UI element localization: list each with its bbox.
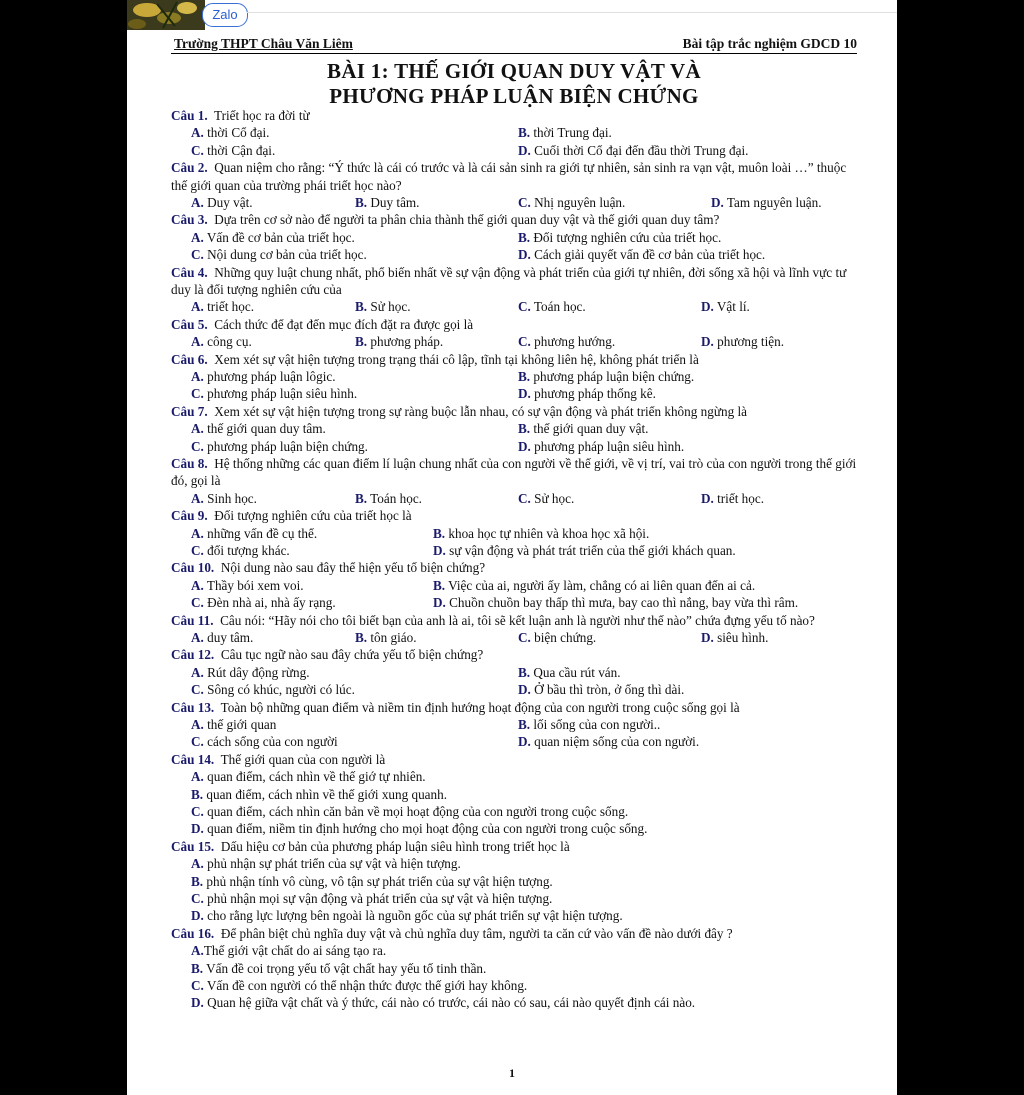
option-d: D. siêu hình. — [701, 629, 769, 645]
question-14 — [171, 751, 861, 838]
option-d: D. quan điểm, niềm tin định hướng cho mọi hoạt động của con người trong cuộc sống. — [191, 821, 648, 837]
subject-title: Bài tập trắc nghiệm GDCD 10 — [682, 36, 857, 51]
option-c: C. phương pháp luận biện chứng. — [191, 438, 368, 454]
option-b: B. khoa học tự nhiên và khoa học xã hội. — [433, 525, 650, 541]
option-a: A. Duy vật. — [191, 195, 253, 210]
question-text: Câu tục ngữ nào sau đây chứa yếu tố biện chứng? — [220, 647, 484, 663]
question-number: Câu 2. — [171, 160, 208, 176]
option-b: B. Việc của ai, người ấy làm, chẳng có ai liên quan đến ai cả. — [433, 577, 756, 593]
option-a: A. thời Cổ đại. — [191, 125, 270, 141]
question-7 — [171, 403, 861, 455]
question-13 — [171, 699, 861, 751]
option-c: C. Sử học. — [518, 490, 575, 506]
question-9 — [171, 507, 861, 559]
question-number: Câu 13. — [171, 699, 215, 715]
question-text: Đối tượng nghiên cứu của triết học là — [214, 508, 412, 524]
option-c: C. phương pháp luận siêu hình. — [191, 386, 358, 402]
question-10 — [171, 559, 861, 611]
question-1 — [171, 107, 861, 159]
option-b: B. thời Trung đại. — [518, 125, 612, 141]
option-b: B. phương pháp. — [355, 334, 444, 350]
question-text: Xem xét sự vật hiện tượng trong trạng thái cô lập, tĩnh tại không liên hệ, không phát triển là — [214, 351, 699, 367]
option-b: B. Vấn đề coi trọng yếu tố vật chất hay yếu tố tinh thần. — [191, 960, 487, 976]
option-a: A.Thế giới vật chất do ai sáng tạo ra. — [191, 943, 387, 959]
question-text: Hệ thống những các quan điểm lí luận chung nhất của con người về thế giới, về vị trí, vai trò của con người trong thế giới đó, gọi là — [171, 455, 857, 489]
option-d: D. phương pháp thống kê. — [518, 386, 656, 402]
lesson-title-line1: BÀI 1: THẾ GIỚI QUAN DUY VẬT VÀ — [327, 59, 701, 83]
question-number: Câu 8. — [171, 455, 208, 471]
question-text: Dựa trên cơ sở nào để người ta phân chia thành thế giới quan duy vật và thế giới quan duy tâm? — [214, 212, 720, 228]
option-d: D. Vật lí. — [701, 299, 750, 315]
option-a: A. Thầy bói xem voi. — [191, 577, 304, 593]
question-text: Quan niệm cho rằng: “Ý thức là cái có trước và là cái sản sinh ra giới tự nhiên, sản sinh ra vạn vật, muôn loài …” thuộc thế giới quan của trường phái triết học nào? — [171, 160, 847, 193]
question-2 — [171, 159, 861, 211]
question-number: Câu 12. — [171, 647, 215, 663]
option-a: A. duy tâm. — [191, 629, 254, 645]
option-a: A. Rút dây động rừng. — [191, 664, 310, 680]
option-c: C. Toán học. — [518, 299, 586, 315]
question-number: Câu 14. — [171, 751, 215, 767]
option-b: B. quan điểm, cách nhìn về thế giới xung quanh. — [191, 786, 448, 802]
question-number: Câu 5. — [171, 316, 208, 332]
question-text: Để phân biệt chủ nghĩa duy vật và chủ nghĩa duy tâm, người ta căn cứ vào vấn đề nào dưới đây ? — [220, 925, 733, 941]
option-a: A. thế giới quan duy tâm. — [191, 421, 326, 437]
option-d: D. Cuối thời Cổ đại đến đầu thời Trung đại. — [518, 142, 749, 158]
question-5 — [171, 316, 861, 351]
school-name: Trường THPT Châu Văn Liêm — [174, 36, 353, 51]
option-b: B. Qua cầu rút ván. — [518, 664, 621, 680]
option-b: B. tôn giáo. — [355, 629, 417, 645]
question-15 — [171, 838, 861, 925]
option-d: D. Cách giải quyết vấn đề cơ bản của triết học. — [518, 247, 766, 263]
question-3 — [171, 211, 861, 263]
option-c: C. thời Cận đại. — [191, 142, 276, 158]
option-b: B. phủ nhận tính vô cùng, vô tận sự phát triển của sự vật hiện tượng. — [191, 873, 553, 889]
option-c: C. Sông có khúc, người có lúc. — [191, 682, 355, 698]
option-a: A. những vấn đề cụ thể. — [191, 525, 318, 541]
question-6 — [171, 351, 861, 403]
lesson-title-line2: PHƯƠNG PHÁP LUẬN BIỆN CHỨNG — [329, 84, 699, 108]
option-c: C. Vấn đề con người có thể nhận thức được thế giới hay không. — [191, 977, 528, 993]
option-a: A. Vấn đề cơ bản của triết học. — [191, 229, 355, 245]
question-text: Câu nói: “Hãy nói cho tôi biết bạn của anh là ai, tôi sẽ kết luận anh là người như thế nào” chứa đựng yếu tố nào? — [220, 612, 815, 628]
question-16 — [171, 925, 861, 1012]
option-c: C. Nhị nguyên luận. — [518, 195, 626, 210]
question-text: Thế giới quan của con người là — [220, 751, 386, 767]
option-b: B. Sử học. — [355, 299, 411, 315]
option-c: C. Nội dung cơ bản của triết học. — [191, 247, 367, 263]
question-4 — [171, 264, 861, 316]
option-c: C. Đèn nhà ai, nhà ấy rạng. — [191, 595, 336, 611]
question-number: Câu 15. — [171, 838, 215, 854]
question-number: Câu 3. — [171, 212, 208, 228]
option-a: A. triết học. — [191, 299, 254, 315]
page-number: 1 — [509, 1066, 515, 1080]
option-b: B. Toán học. — [355, 490, 422, 506]
option-c: C. quan điểm, cách nhìn căn bản về mọi hoạt động của con người trong cuộc sống. — [191, 803, 629, 819]
option-c: C. đối tượng khác. — [191, 542, 290, 558]
option-d: D. phương pháp luận siêu hình. — [518, 438, 685, 454]
question-list — [171, 107, 861, 1012]
question-number: Câu 11. — [171, 612, 214, 628]
option-b: B. thế giới quan duy vật. — [518, 421, 649, 437]
question-text: Cách thức để đạt đến mục đích đặt ra được gọi là — [214, 316, 474, 332]
option-d: D. Quan hệ giữa vật chất và ý thức, cái nào có trước, cái nào có sau, cái nào quyết định cái nào. — [191, 995, 696, 1011]
question-text: Toàn bộ những quan điểm và niềm tin định hướng hoạt động của con người trong cuộc sống gọi là — [220, 699, 740, 715]
option-d: D. sự vận động và phát trát triển của thế giới khách quan. — [433, 542, 736, 558]
option-d: D. Tam nguyên luận. — [711, 195, 822, 210]
option-a: A. phương pháp luận lôgic. — [191, 368, 336, 384]
divider — [247, 12, 897, 13]
option-c: C. phủ nhận mọi sự vận động và phát triển của sự vật và hiện tượng. — [191, 890, 553, 906]
option-a: A. công cụ. — [191, 334, 252, 350]
question-text: Những quy luật chung nhất, phổ biến nhất về sự vận động và phát triển của giới tự nhiên, đời sống xã hội và lĩnh vực tư duy là đối tượng nghiên cứu của — [171, 264, 847, 297]
question-number: Câu 10. — [171, 560, 215, 576]
option-c: C. cách sống của con người — [191, 734, 338, 750]
question-number: Câu 16. — [171, 925, 215, 941]
option-d: D. phương tiện. — [701, 334, 784, 350]
option-c: C. biện chứng. — [518, 629, 597, 645]
question-number: Câu 6. — [171, 351, 208, 367]
question-text: Nội dung nào sau đây thể hiện yếu tố biện chứng? — [220, 560, 486, 576]
question-text: Triết học ra đời từ — [214, 108, 310, 123]
option-a: A. Sinh học. — [191, 490, 257, 506]
option-b: B. Đối tượng nghiên cứu của triết học. — [518, 229, 722, 245]
question-text: Dấu hiệu cơ bản của phương pháp luận siêu hình trong triết học là — [220, 838, 570, 854]
option-a: A. thế giới quan — [191, 716, 277, 732]
option-a: A. phủ nhận sự phát triển của sự vật và hiện tượng. — [191, 856, 461, 872]
question-12 — [171, 646, 861, 698]
question-number: Câu 1. — [171, 108, 208, 123]
question-number: Câu 7. — [171, 403, 208, 419]
option-a: A. quan điểm, cách nhìn về thế giớ tự nhiên. — [191, 769, 426, 785]
question-number: Câu 4. — [171, 264, 208, 280]
option-b: B. Duy tâm. — [355, 195, 420, 210]
question-number: Câu 9. — [171, 508, 208, 524]
plant-image — [127, 0, 205, 30]
option-d: D. Ở bầu thì tròn, ở ống thì dài. — [518, 682, 685, 698]
question-text: Xem xét sự vật hiện tượng trong sự ràng buộc lẫn nhau, có sự vận động và phát triển không ngừng là — [214, 403, 747, 419]
zalo-logo[interactable]: Zalo — [202, 3, 248, 27]
option-d: D. quan niệm sống của con người. — [518, 734, 700, 750]
option-b: B. phương pháp luận biện chứng. — [518, 368, 695, 384]
option-d: D. cho rằng lực lượng bên ngoài là nguồn gốc của sự phát triển sự vật hiện tượng. — [191, 908, 623, 924]
option-c: C. phương hướng. — [518, 334, 616, 350]
document-page — [127, 0, 897, 1095]
option-d: D. triết học. — [701, 490, 764, 506]
option-d: D. Chuồn chuồn bay thấp thì mưa, bay cao thì nắng, bay vừa thì râm. — [433, 595, 799, 611]
option-b: B. lối sống của con người.. — [518, 716, 661, 732]
question-11 — [171, 612, 861, 647]
question-8 — [171, 455, 861, 507]
document-header — [171, 36, 857, 54]
